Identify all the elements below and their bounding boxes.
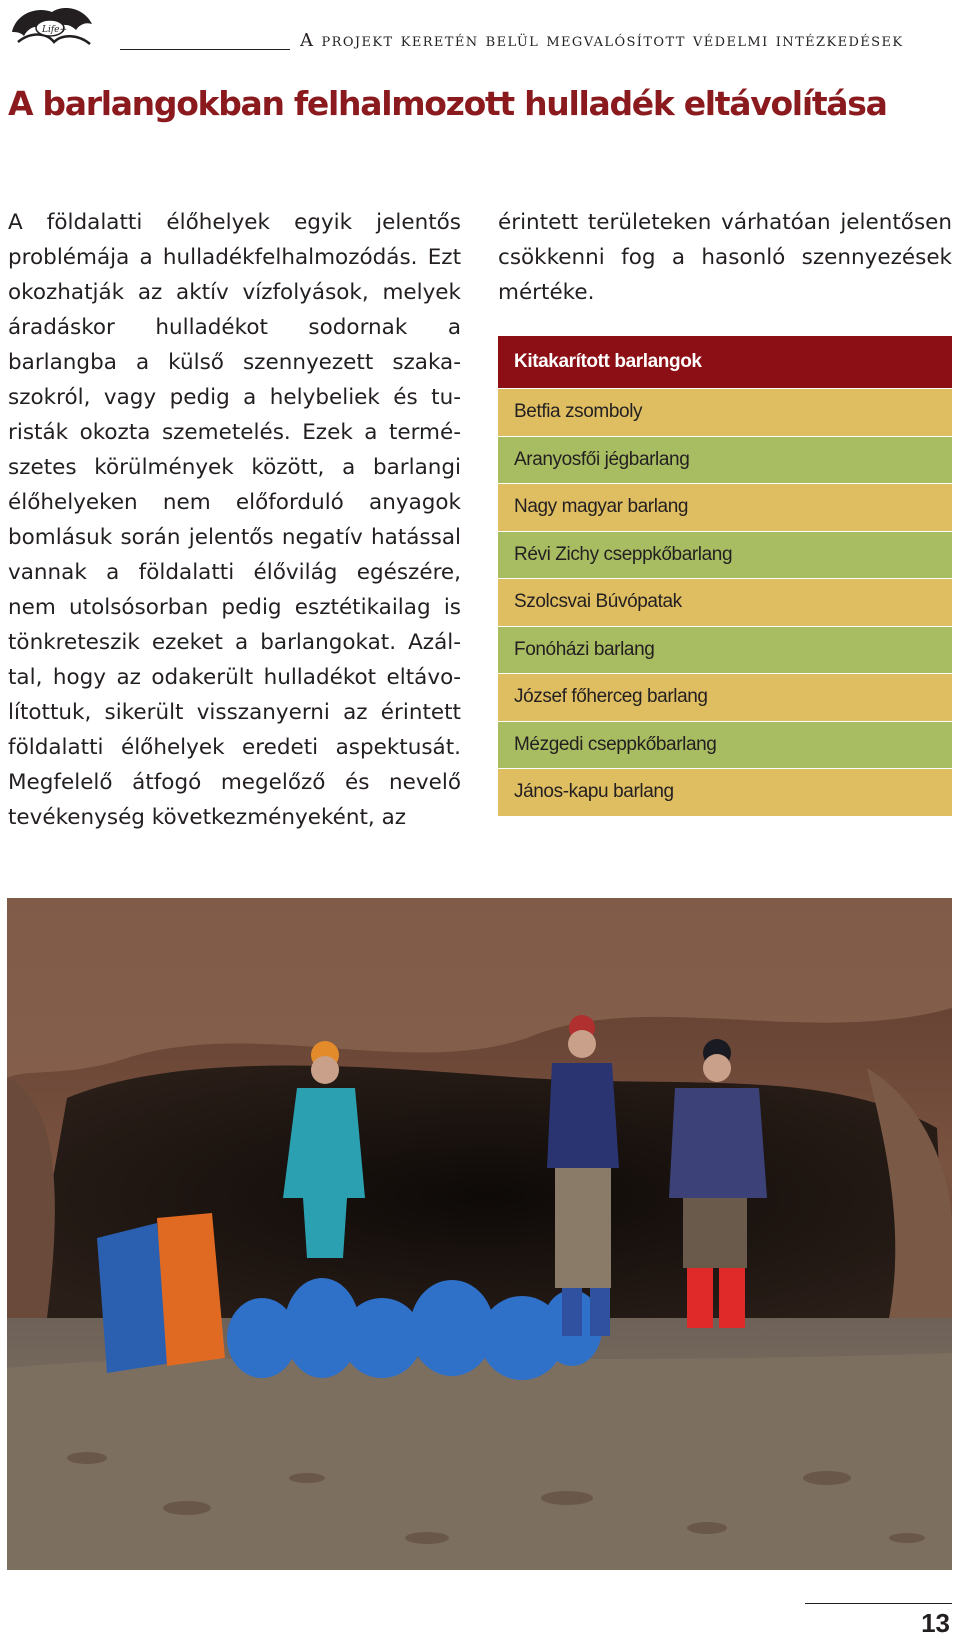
footer-rule	[805, 1603, 952, 1604]
header-rule	[120, 49, 290, 50]
body-column-right	[498, 205, 952, 310]
table-row: Mézgedi cseppkőbarlang	[498, 722, 952, 770]
cave-photo	[7, 898, 952, 1570]
page-title: A barlangokban felhalmozott hulladék eltávolítása	[8, 84, 887, 123]
table-row: Fonóházi barlang	[498, 627, 952, 675]
table-row: Aranyosfői jégbarlang	[498, 437, 952, 485]
table-row: József főherceg barlang	[498, 674, 952, 722]
body-column-left	[8, 205, 461, 835]
body-paragraph-left: A földalatti élőhelyek egyik jelentős problémája a hulladékfelhalmozódás. Ezt okozhatják az aktív vízfolyások, melyek áradáskor hulladékot sodornak a barlangba a külső szennyezett szakaszokról, vagy pedig a helybeliek és turisták okozta szemetelés. Ezek a természetes körülmények között, a barlangi élőhelyeken nem előforduló anyagok bomlásuk során jelentős negatív hatással vannak a földalatti élővilág egészére, nem utolsósorban pedig esztétikailag is tönkreteszik ezeket a barlangokat. Azáltal, hogy az odakerült hulladékot eltávolítottuk, sikerült visszanyerni az érintett földalatti élőhelyek eredeti aspektusát. Megfelelő átfogó megelőző és nevelő tevékenység következményeként, az	[8, 210, 461, 830]
table-row: Révi Zichy cseppkőbarlang	[498, 532, 952, 580]
table-row: Betfia zsomboly	[498, 389, 952, 437]
logo-text: Life+	[42, 25, 68, 35]
table-header: Kitakarított barlangok	[498, 336, 952, 389]
page-number: 13	[921, 1608, 950, 1638]
running-head: A projekt keretén belül megvalósított védelmi intézkedések	[300, 30, 904, 51]
table-row: Nagy magyar barlang	[498, 484, 952, 532]
cleaned-caves-table	[498, 336, 952, 817]
table-row: János-kapu barlang	[498, 769, 952, 817]
body-paragraph-right: érintett területeken várhatóan jelentősen csökkenni fog a hasonló szennyezések mértéke.	[498, 210, 952, 305]
table-row: Szolcsvai Búvópatak	[498, 579, 952, 627]
life-logo	[6, 2, 98, 52]
